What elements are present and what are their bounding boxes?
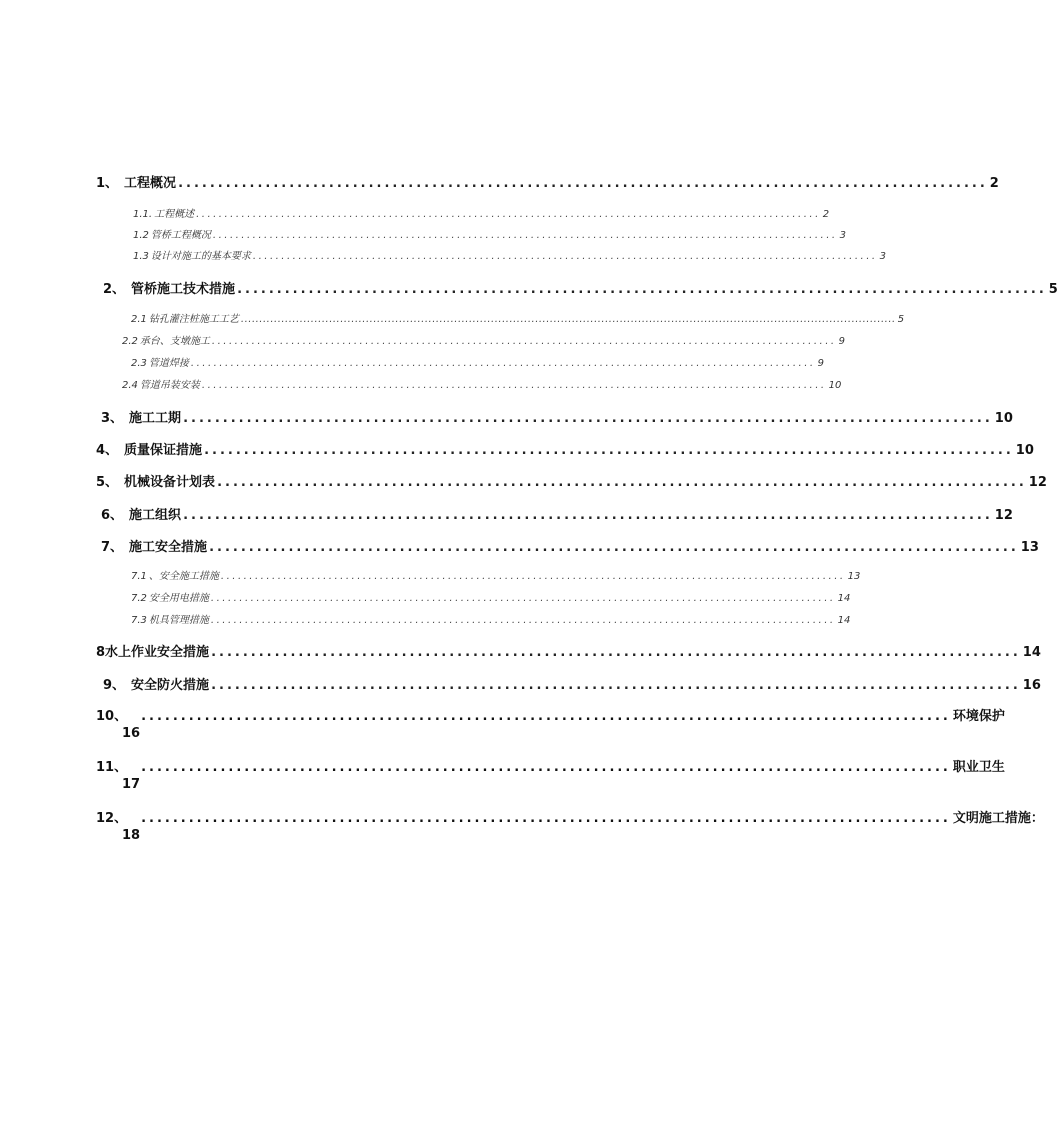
toc-subentry[interactable] bbox=[133, 247, 886, 262]
toc-number: 2.2 bbox=[122, 336, 138, 347]
toc-page-number: 14 bbox=[837, 593, 851, 604]
toc-page-number: 17 bbox=[122, 777, 141, 792]
toc-leader: .............................................................................................................. bbox=[190, 358, 816, 369]
toc-title: 环境保护 bbox=[952, 709, 1005, 724]
toc-page-number: 14 bbox=[1022, 645, 1041, 660]
toc-number: 1、 bbox=[96, 176, 119, 191]
toc-number: 1.2 bbox=[133, 230, 149, 241]
toc-number: 2.3 bbox=[131, 358, 147, 369]
toc-title: 、安全施工措施 bbox=[148, 571, 219, 582]
toc-subentry[interactable] bbox=[131, 567, 861, 582]
toc-number: 3、 bbox=[101, 411, 124, 426]
toc-title: 施工安全措施 bbox=[129, 540, 208, 555]
toc-title: 职业卫生 bbox=[952, 760, 1005, 775]
toc-leader: ...................................................................................................... bbox=[209, 540, 1019, 555]
toc-leader: .............................................................................................................. bbox=[252, 251, 878, 262]
toc-page-number: 2 bbox=[822, 209, 830, 220]
toc-entry[interactable] bbox=[96, 641, 1041, 660]
toc-entry[interactable] bbox=[96, 705, 1005, 724]
toc-leader: ...................................................................................................... bbox=[141, 811, 951, 826]
toc-leader: .............................................................................................................. bbox=[201, 380, 827, 391]
toc-number: 8 bbox=[96, 645, 106, 660]
toc-page-number: 12 bbox=[1028, 475, 1047, 490]
toc-number: 1.1. bbox=[133, 209, 153, 220]
toc-subentry[interactable] bbox=[131, 589, 851, 604]
toc-leader: ...................................................................................................... bbox=[211, 678, 1021, 693]
toc-leader: .............................................................................................................. bbox=[196, 209, 821, 220]
toc-page-number: 13 bbox=[847, 571, 861, 582]
toc-page-number: 3 bbox=[879, 251, 886, 262]
toc-leader: ...................................................................................................... bbox=[204, 443, 1014, 458]
toc-leader: .............................................................................................................. bbox=[210, 593, 836, 604]
toc-number: 7、 bbox=[101, 540, 124, 555]
toc-number: 2.4 bbox=[122, 380, 138, 391]
toc-title: 机具管理措施 bbox=[148, 615, 209, 626]
toc-number: 1.3 bbox=[133, 251, 149, 262]
toc-leader: .............................................................................................................. bbox=[212, 230, 838, 241]
toc-subentry[interactable] bbox=[131, 611, 851, 626]
toc-page-number: 5 bbox=[1048, 282, 1058, 297]
toc-page-number: 18 bbox=[122, 828, 141, 843]
toc-title: 文明施工措施： bbox=[952, 811, 1044, 826]
toc-entry[interactable] bbox=[103, 674, 1041, 693]
toc-leader: ...................................................................................................... bbox=[217, 475, 1027, 490]
toc-subentry[interactable] bbox=[133, 205, 830, 220]
toc-number: 6、 bbox=[101, 508, 124, 523]
toc-leader: ...................................................................................................... bbox=[141, 709, 951, 724]
toc-title: 安全用电措施 bbox=[148, 593, 209, 604]
toc-leader: ...................................................................................................... bbox=[183, 411, 993, 426]
toc-title: 工程概况 bbox=[124, 176, 177, 191]
toc-title: 承台、支墩施工 bbox=[139, 336, 210, 347]
toc-leader: ...................................................................................................... bbox=[141, 760, 951, 775]
toc-entry[interactable] bbox=[96, 471, 1047, 490]
toc-title: 水上作业安全措施 bbox=[105, 645, 210, 660]
toc-number: 12、 bbox=[96, 811, 128, 826]
toc-leader: .............................................................................................................. bbox=[220, 571, 846, 582]
toc-leader: .............................................................................................................. bbox=[210, 615, 836, 626]
toc-number: 4、 bbox=[96, 443, 119, 458]
toc-title: 管道焊接 bbox=[148, 358, 189, 369]
toc-leader: .................................................................................................................................................................................. bbox=[240, 314, 896, 325]
toc-title: 施工组织 bbox=[129, 508, 182, 523]
toc-entry[interactable] bbox=[101, 407, 1013, 426]
toc-page-number: 14 bbox=[837, 615, 851, 626]
toc-title: 安全防火措施 bbox=[131, 678, 210, 693]
toc-title: 质量保证措施 bbox=[124, 443, 203, 458]
toc-entry[interactable] bbox=[101, 536, 1039, 555]
toc-title: 机械设备计划表 bbox=[124, 475, 216, 490]
toc-entry[interactable] bbox=[103, 278, 1058, 297]
toc-page-number: 5 bbox=[897, 314, 905, 325]
toc-page-number: 16 bbox=[122, 726, 141, 741]
toc-leader: .............................................................................................................. bbox=[211, 336, 837, 347]
toc-page-number: 12 bbox=[994, 508, 1013, 523]
toc-number: 7.1 bbox=[131, 571, 147, 582]
toc-number: 2.1 bbox=[131, 314, 147, 325]
toc-page-number: 2 bbox=[989, 176, 999, 191]
toc-page-number: 9 bbox=[817, 358, 824, 369]
toc-title: 钻孔灌注桩施工工艺 bbox=[148, 314, 239, 325]
toc-subentry[interactable] bbox=[131, 310, 905, 325]
toc-entry[interactable] bbox=[96, 439, 1034, 458]
toc-number: 2、 bbox=[103, 282, 126, 297]
toc-number: 9、 bbox=[103, 678, 126, 693]
toc-page-number: 10 bbox=[1015, 443, 1034, 458]
toc-title: 管道吊装安装 bbox=[139, 380, 200, 391]
toc-page-number: 3 bbox=[839, 230, 846, 241]
toc-leader: ...................................................................................................... bbox=[183, 508, 993, 523]
toc-subentry[interactable] bbox=[122, 376, 842, 391]
toc-subentry[interactable] bbox=[131, 354, 824, 369]
toc-title: 施工工期 bbox=[129, 411, 182, 426]
toc-number: 10、 bbox=[96, 709, 128, 724]
toc-leader: ...................................................................................................... bbox=[178, 176, 988, 191]
toc-title: 管桥工程概况 bbox=[150, 230, 211, 241]
toc-page-number: 13 bbox=[1020, 540, 1039, 555]
toc-page-number: 9 bbox=[838, 336, 845, 347]
toc-subentry[interactable] bbox=[122, 332, 845, 347]
toc-title: 设计对施工的基本要求 bbox=[150, 251, 251, 262]
toc-leader: ...................................................................................................... bbox=[237, 282, 1047, 297]
toc-page-number: 16 bbox=[1022, 678, 1041, 693]
toc-title: 工程概述 bbox=[154, 209, 195, 220]
toc-leader: ...................................................................................................... bbox=[211, 645, 1021, 660]
toc-entry[interactable] bbox=[101, 504, 1013, 523]
toc-number: 7.2 bbox=[131, 593, 147, 604]
toc-number: 7.3 bbox=[131, 615, 147, 626]
toc-subentry[interactable] bbox=[133, 226, 846, 241]
toc-entry[interactable] bbox=[96, 756, 1005, 775]
toc-number: 5、 bbox=[96, 475, 119, 490]
toc-page-number: 10 bbox=[994, 411, 1013, 426]
toc-number: 11、 bbox=[96, 760, 128, 775]
toc-title: 管桥施工技术措施 bbox=[131, 282, 236, 297]
toc-entry[interactable] bbox=[96, 807, 1044, 826]
toc-page-number: 10 bbox=[828, 380, 842, 391]
toc-entry[interactable] bbox=[96, 172, 999, 191]
